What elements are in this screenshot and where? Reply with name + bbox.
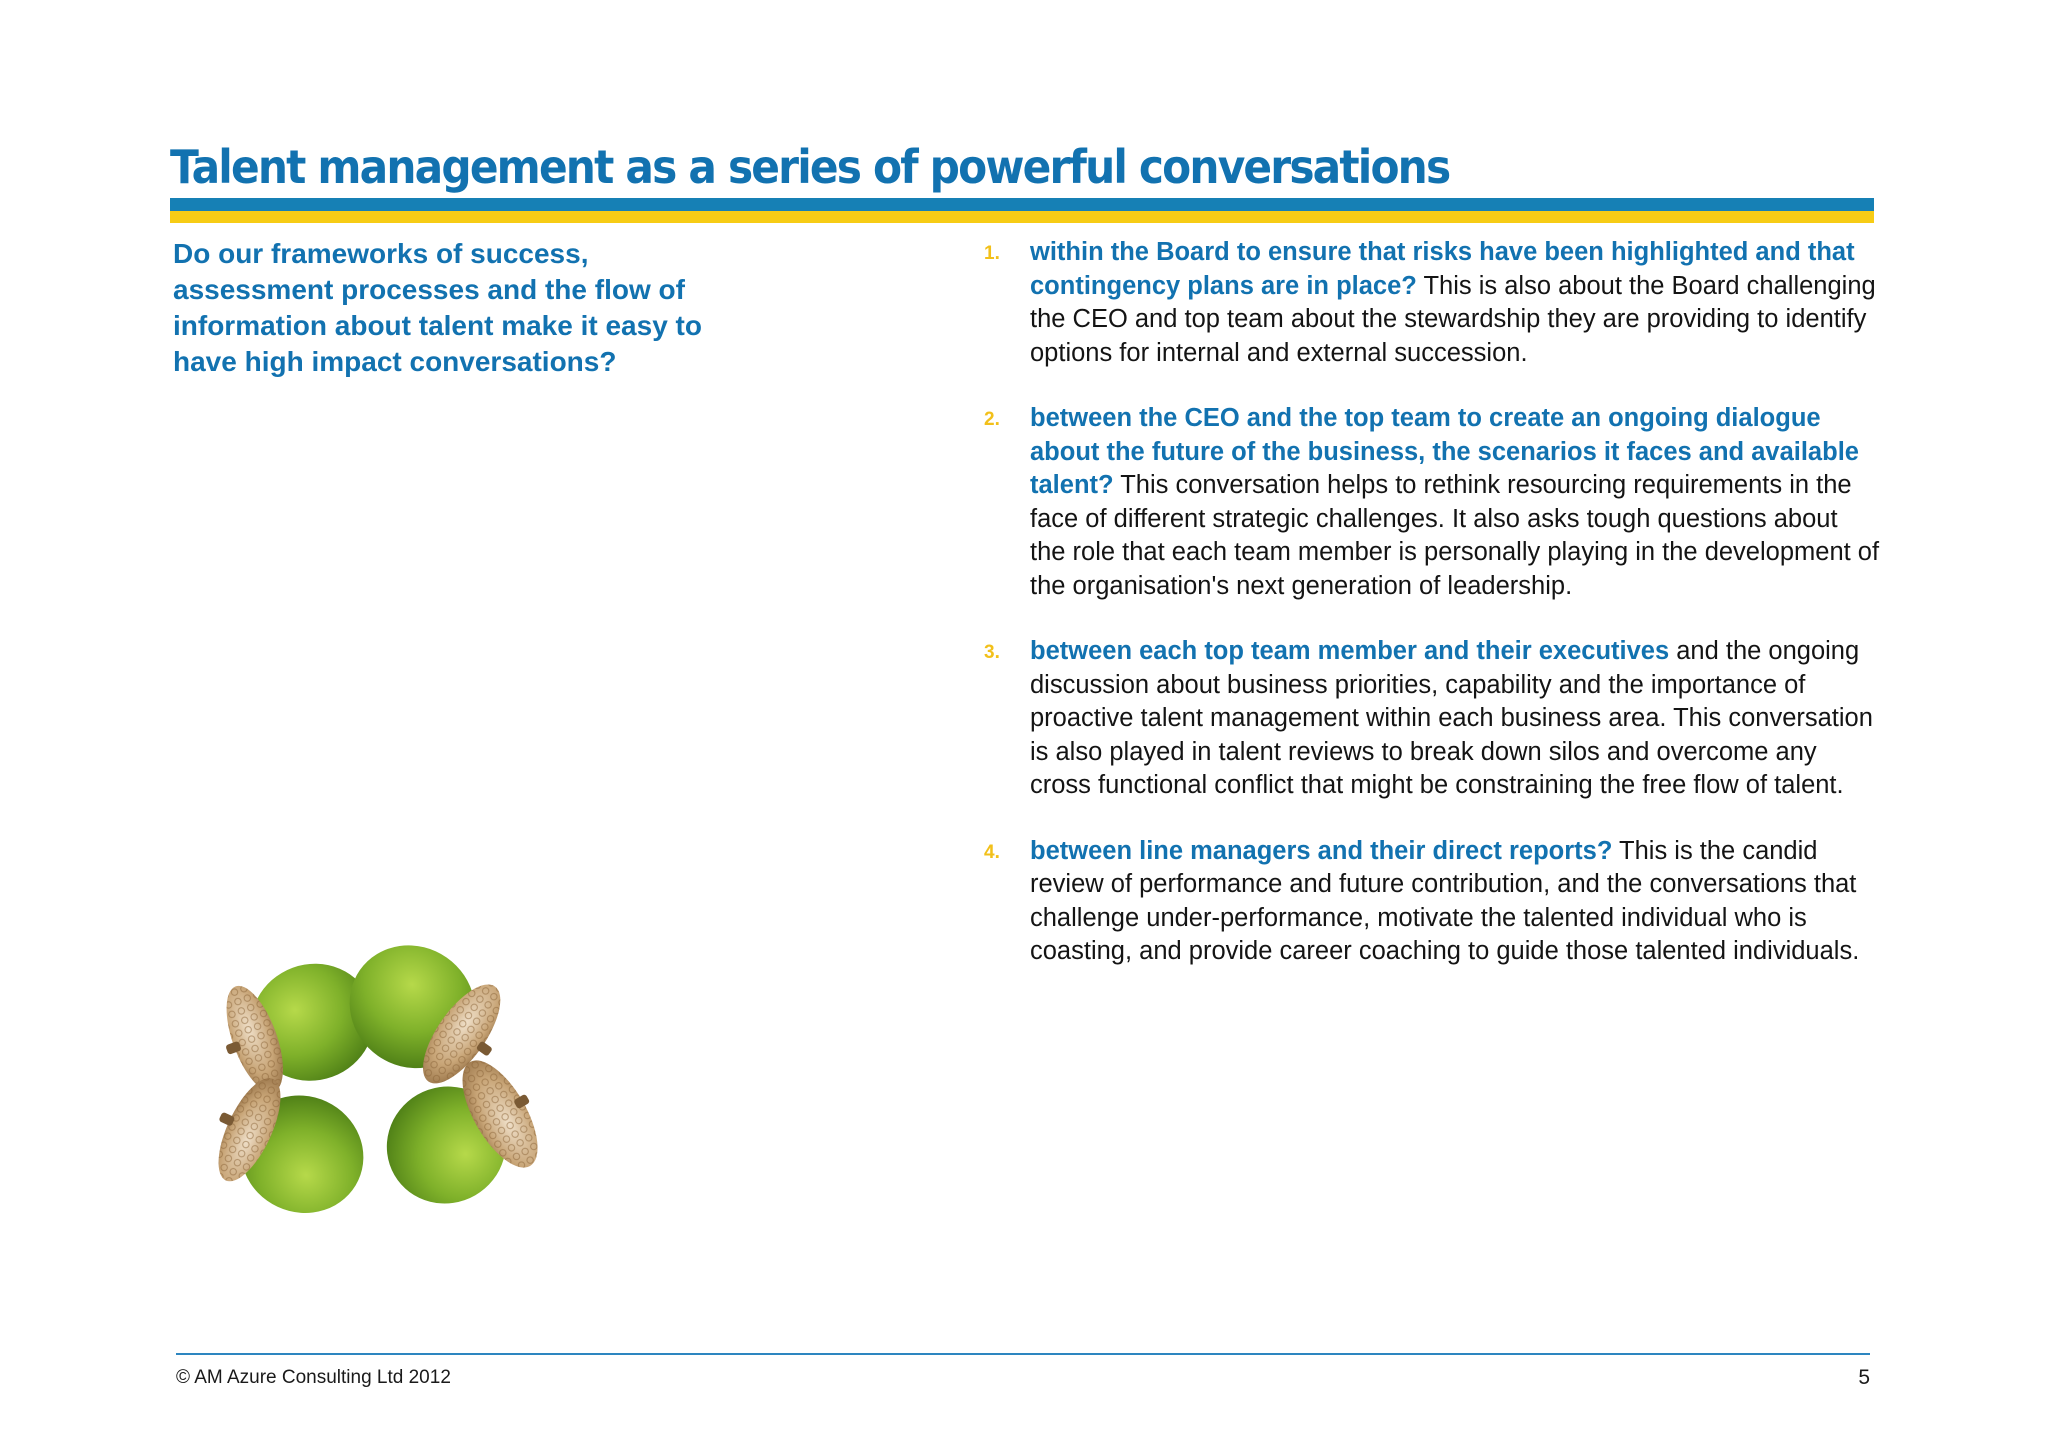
item-body: This is also about the Board challenging the CEO and top team about the stewardship they are providing to identify options for internal and external succession. [1030, 271, 1876, 367]
list-item [980, 402, 1880, 603]
item-number: 1. [984, 243, 1000, 264]
item-body: This conversation helps to rethink resourcing requirements in the face of different strategic challenges. It also asks tough questions about the role that each team member is personally playing in the development of the organisation's next generation of leadership. [1030, 471, 1880, 600]
list-item [980, 835, 1880, 969]
acorn-bottom-right [364, 1046, 557, 1227]
page-number: 5 [1858, 1366, 1870, 1389]
list-item [980, 635, 1880, 803]
page-title: Talent management as a series of powerful conversations [170, 140, 1450, 194]
item-body: This is the candid review of performance and future contribution, and the conversations that challenge under-performance, motivate the talented individual who is coasting, and provide career coaching to guide those talented individuals. [1030, 836, 1860, 965]
acorn-bottom-left [205, 1064, 383, 1233]
key-question: Do our frameworks of success, assessment processes and the flow of information about talent make it easy to have high impact conversations? [173, 238, 702, 377]
item-lead: between line managers and their direct reports? [1030, 836, 1613, 865]
title-rule-yellow [170, 211, 1874, 223]
item-body: and the ongoing discussion about business priorities, capability and the importance of proactive talent management within each business area. This conversation is also played in talent reviews to break down silos and overcome any cross functional conflict that might be constraining the free flow of talent. [1030, 637, 1873, 799]
list-item [980, 236, 1880, 370]
acorns-image [205, 910, 575, 1250]
conversation-list [980, 236, 1880, 1001]
copyright: © AM Azure Consulting Ltd 2012 [176, 1367, 451, 1388]
item-number: 2. [984, 409, 1000, 430]
footer-rule [176, 1353, 1870, 1355]
item-number: 4. [984, 841, 1000, 863]
item-lead: between the CEO and the top team to create an ongoing dialogue about the future of the business, the scenarios it faces and available talent? [1030, 404, 1859, 499]
item-lead: within the Board to ensure that risks have been highlighted and that contingency plans are in place? [1030, 238, 1855, 300]
item-number: 3. [984, 642, 1000, 663]
item-lead: between each top team member and their executives [1030, 637, 1670, 665]
title-rule-blue [170, 198, 1874, 211]
